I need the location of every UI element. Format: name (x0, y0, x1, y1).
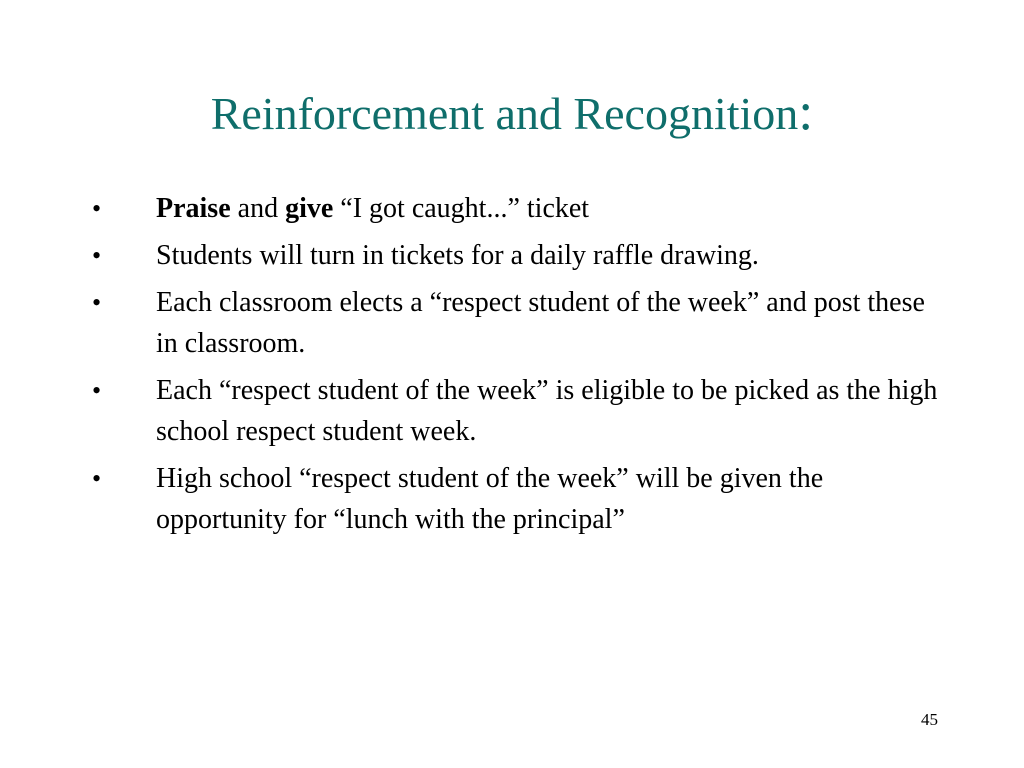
bullet-icon: • (92, 288, 102, 317)
bullet-text: Each “respect student of the week” is eligible to be picked as the high school respect student week. (156, 375, 938, 447)
slide-title-colon: : (798, 81, 814, 141)
bullet-icon: • (92, 194, 102, 223)
bullet-text-praise: Praise (156, 193, 231, 224)
bullet-text: Students will turn in tickets for a daily raffle drawing. (156, 240, 759, 271)
bullet-list (86, 188, 946, 546)
bullet-icon: • (92, 376, 102, 405)
bullet-item (86, 188, 946, 229)
slide-title-text: Reinforcement and Recognition (210, 88, 799, 139)
slide-title (0, 82, 1024, 141)
page-number: 45 (921, 710, 938, 729)
bullet-icon: • (92, 464, 102, 493)
bullet-text: High school “respect student of the week” will be given the opportunity for “lunch with the principal” (156, 463, 824, 535)
bullet-text-give: give (285, 193, 334, 224)
bullet-icon: • (92, 241, 102, 270)
bullet-text-ticket: “I got caught...” ticket (333, 193, 590, 224)
bullet-text-and: and (230, 193, 286, 224)
bullet-item (86, 370, 946, 452)
bullet-text: Each classroom elects a “respect student of the week” and post these in classroom. (156, 287, 925, 359)
bullet-item (86, 235, 946, 276)
bullet-item (86, 458, 946, 540)
bullet-item (86, 282, 946, 364)
